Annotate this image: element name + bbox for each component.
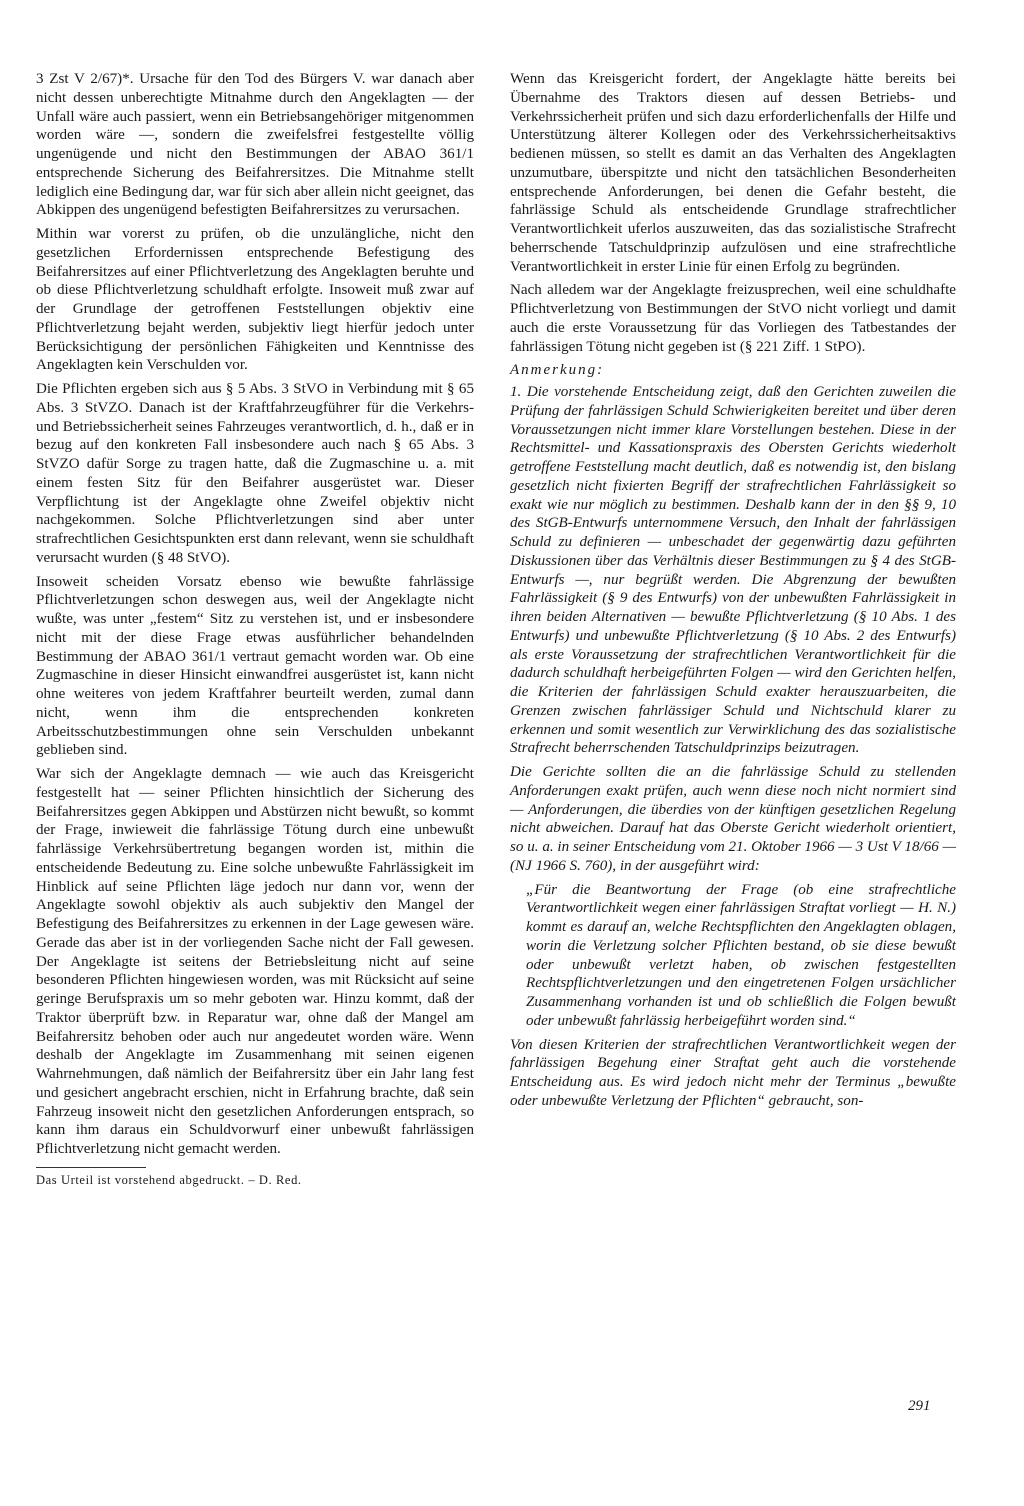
body-paragraph: Wenn das Kreisgericht fordert, der Angeklagte hätte bereits bei Übernahme des Traktors diesen auf dessen Betriebs- und Verkehrssicherheit prüfen und sich dazu erforderlichenfalls der Hilfe und Unterstützung älterer Kollegen oder des Verkehrssicherheitsaktivs bedienen müssen, so stellt es damit an das Verhalten des Angeklagten unzumutbare, überspitzte und nicht den tatsächlichen Besonderheiten entsprechende Anforderungen, bei denen die Gefahr besteht, die fahrlässige Schuld als entscheidende Grundlage strafrechtlicher Verantwortlichkeit uferlos auszuweiten, das das sozialistische Strafrecht beherrschende Tatschuldprinzip aufzulösen und eine strafrechtliche Verantwortlichkeit in erster Linie für einen Erfolg zu begründen.: [510, 71, 956, 275]
right-column: [510, 70, 956, 1116]
body-paragraph: Insoweit scheiden Vorsatz ebenso wie bewußte fahrlässige Pflichtverletzungen schon deswegen aus, weil der Angeklagte nicht wußte, was unter „festem“ Sitz zu verstehen ist, und er insbesondere nicht mit der diese Frage etwas ausführlicher behandelnden Bestimmung der ABAO 361/1 vertraut gemacht worden war. Ob eine Zugmaschine in dieser Hinsicht einwandfrei ausgerüstet ist, kann nicht ohne weiteres von jedem Kraftfahrer beurteilt werden, zumal dann nicht, wenn ihm die entsprechenden konkreten Arbeitsschutzbestimmungen ohne sein Verschulden unbekannt geblieben sind.: [36, 573, 474, 759]
remark-paragraph: Die Gerichte sollten die an die fahrlässige Schuld zu stellenden Anforderungen exakt prüfen, auch wenn diese noch nicht normiert sind — Anforderungen, die überdies von der künftigen gesetzlichen Regelung nicht abweichen. Darauf hat das Oberste Gericht wiederholt orientiert, so u. a. in seiner Entscheidung vom 21. Oktober 1966 — 3 Ust V 18/66 — (NJ 1966 S. 760), in der ausgeführt wird:: [510, 764, 956, 874]
block-quote: „Für die Beantwortung der Frage (ob eine strafrechtliche Verantwortlichkeit wegen einer fahrlässigen Straftat vorliegt — H. N.) kommt es darauf an, welche Rechtspflichten den Angeklagten oblagen, worin die Verletzung solcher Pflichten bestand, ob sie diese bewußt oder unbewußt verletzt haben, ob zwischen festgestellten Rechtspflichtverletzungen und den eingetretenen Folgen ursächlicher Zusammenhang vorhanden ist und ob schließlich die Folgen bewußt oder unbewußt fahrlässig herbeigeführt worden sind.“: [526, 881, 956, 1029]
remark-paragraph: 1. Die vorstehende Entscheidung zeigt, daß den Gerichten zuweilen die Prüfung der fahrlässigen Schuld Schwierigkeiten bereitet und über deren Voraussetzungen nicht immer klare Vorstellungen bestehen. Diese in der Rechtsmittel- und Kassationspraxis des Obersten Gerichts wiederholt getroffene Feststellung macht deutlich, daß es notwendig ist, den bislang gesetzlich nicht fixierten Begriff der strafrechtlichen Fahrlässigkeit so exakt wie nur möglich zu bestimmen. Deshalb kann der in den §§ 9, 10 des StGB-Entwurfs unternommene Versuch, den Inhalt der fahrlässigen Schuld zu definieren — unbeschadet der gegenwärtig dazu geführten Diskussionen über das Verhältnis dieser Bestimmungen zu § 4 des StGB-Entwurfs —, nur begrüßt werden. Die Abgrenzung der bewußten Fahrlässigkeit (§ 9 des Entwurfs) von der unbewußten Fahrlässigkeit in ihren beiden Alternativen — bewußte Pflichtverletzung (§ 10 Abs. 1 des Entwurfs) und unbewußte Pflichtverletzung (§ 10 Abs. 2 des Entwurfs) als erste Voraussetzung der strafrechtlichen Verantwortlichkeit für die dadurch schuldhaft herbeigeführten Folgen — wird den Gerichten helfen, die Kriterien der fahrlässigen Schuld exakter herauszuarbeiten, die Grenzen zwischen fahrlässiger Schuld und Nichtschuld klarer zu erkennen und somit wesentlich zur Verwirklichung des das sozialistische Strafrecht beherrschenden Tatschuldprinzips beizutragen.: [510, 384, 956, 757]
left-column: [36, 70, 474, 1188]
footnote-divider: [36, 1167, 146, 1168]
body-paragraph: War sich der Angeklagte demnach — wie auch das Kreisgericht festgestellt hat — seiner Pflichten hinsichtlich der Sicherung des Beifahrersitzes gegen Abkippen und Abstürzen nicht bewußt, so kommt der Frage, inwieweit die fahrlässige Tötung durch eine unbewußt fahrlässige Verkehrsübertretung begangen worden ist, mithin die entscheidende Bedeutung zu. Eine solche unbewußte Fahrlässigkeit im Hinblick auf seine Pflichten läge jedoch nur dann vor, wenn der Angeklagte sowohl objektiv als auch subjektiv den Mangel der Befestigung des Beifahrersitzes zu erkennen in der Lage gewesen wäre. Gerade das aber ist in der vorliegenden Sache nicht der Fall gewesen. Der Angeklagte ist seitens der Betriebsleitung nicht auf seine besonderen Pflichten hingewiesen worden, was mit Rücksicht auf seine geringe Berufspraxis um so mehr geboten war. Hinzu kommt, daß der Traktor überprüft bzw. in Reparatur war, ohne daß der Mangel am Beifahrersitz behoben oder auch nur angedeutet worden wäre. Wenn deshalb der Angeklagte im Zusammenhang mit seinen eigenen Wahrnehmungen, daß nämlich der Beifahrersitz über ein Jahr lang fest und gesichert angebracht erschien, nicht in Erfahrung brachte, daß sein Fahrzeug insoweit nicht den gesetzlichen Anforderungen entsprach, so kann ihm daraus ein Schuldvorwurf einer unbewußt fahrlässigen Pflichtverletzung nicht gemacht werden.: [36, 766, 474, 1157]
page-number: 291: [908, 1398, 931, 1414]
body-paragraph: Mithin war vorerst zu prüfen, ob die unzulängliche, nicht den gesetzlichen Erfordernissen entsprechende Befestigung des Beifahrersitzes auf einer Pflichtverletzung des Angeklagten beruhte und ob diese Pflichtverletzung schuldhaft erfolgte. Insoweit muß zwar auf der Grundlage der getroffenen Feststellungen objektiv eine Pflichtverletzung bejaht werden, subjektiv liegt hierfür jedoch unter Berücksichtigung der persönlichen Fähigkeiten und Kenntnisse des Angeklagten kein Verschulden vor.: [36, 226, 474, 374]
body-paragraph: Nach alledem war der Angeklagte freizusprechen, weil eine schuldhafte Pflichtverletzung von Bestimmungen der StVO nicht vorliegt und damit auch die erste Voraussetzung für das Vorliegen des Tatbestandes der fahrlässigen Tötung nicht gegeben ist (§ 221 Ziff. 1 StPO).: [510, 282, 956, 355]
body-paragraph: Die Pflichten ergeben sich aus § 5 Abs. 3 StVO in Verbindung mit § 65 Abs. 3 StVZO. Danach ist der Kraftfahrzeugführer für die Verkehrs- und Betriebssicherheit seines Fahrzeuges verantwortlich, d. h., daß er in bezug auf den konkreten Fall insbesondere auch nach § 65 Abs. 3 StVZO dafür Sorge zu tragen hatte, daß die Zugmaschine u. a. mit einem festen Sitz für den Beifahrer ausgerüstet war. Dieser Verpflichtung ist der Angeklagte ohne Zweifel objektiv nicht nachgekommen. Solche Pflichtverletzungen sind aber unter strafrechtlichen Gesichtspunkten erst dann relevant, wenn sie schuldhaft verursacht wurden (§ 48 StVO).: [36, 381, 474, 566]
footnote: Das Urteil ist vorstehend abgedruckt. – D. Red.: [36, 1172, 302, 1187]
remark-heading: Anmerkung:: [510, 362, 605, 379]
remark-paragraph: Von diesen Kriterien der strafrechtlichen Verantwortlichkeit wegen der fahrlässigen Begehung einer Straftat geht auch die vorstehende Entscheidung aus. Es wird jedoch nicht mehr der Terminus „bewußte oder unbewußte Verletzung der Pflichten“ gebraucht, son-: [510, 1036, 956, 1109]
body-paragraph: 3 Zst V 2/67)*. Ursache für den Tod des Bürgers V. war danach aber nicht dessen unberechtigte Mitnahme durch den Angeklagten — der Unfall wäre auch passiert, wenn ein Betriebsangehöriger mitgenommen worden wäre —, sondern die zweifelsfrei festgestellte völlig ungenügende und nicht den Bestimmungen der ABAO 361/1 entsprechende Sicherung des Beifahrersitzes. Die Mitnahme stellt lediglich eine Bedingung dar, war für sich aber allein nicht geeignet, das Abkippen des ungenügend befestigten Beifahrersitzes zu verursachen.: [36, 71, 474, 219]
